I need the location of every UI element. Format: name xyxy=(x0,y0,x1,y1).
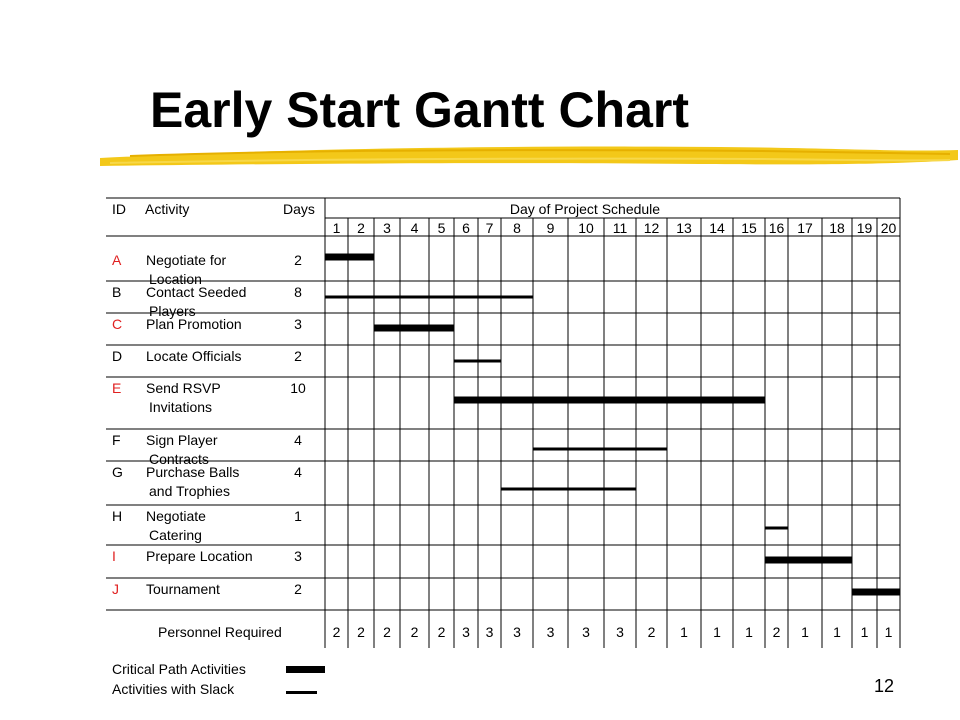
task-id: B xyxy=(112,284,122,300)
personnel-value: 2 xyxy=(647,624,656,640)
task-name: Contact Seeded xyxy=(146,284,247,300)
header-days: Days xyxy=(283,201,315,217)
legend-item-slack xyxy=(112,679,325,699)
personnel-value: 1 xyxy=(801,624,809,640)
gantt-headers xyxy=(112,201,660,217)
task-name: Locate Officials xyxy=(146,348,242,364)
task-name: Negotiate for xyxy=(146,252,227,268)
legend-label-slack: Activities with Slack xyxy=(112,681,235,697)
personnel-value: 2 xyxy=(410,624,419,640)
critical-bar xyxy=(374,325,454,332)
personnel-value: 2 xyxy=(772,624,781,640)
task-id: A xyxy=(112,252,122,268)
critical-bar xyxy=(325,254,374,261)
task-name: Purchase Balls xyxy=(146,464,240,480)
critical-bar xyxy=(454,397,765,404)
slide-title: Early Start Gantt Chart xyxy=(150,82,690,138)
slack-bar xyxy=(501,488,636,491)
task-name: Send RSVP xyxy=(146,380,221,396)
personnel-value: 1 xyxy=(833,624,841,640)
task-id: F xyxy=(112,432,121,448)
task-duration: 3 xyxy=(294,316,302,332)
personnel-value: 3 xyxy=(513,624,521,640)
day-number: 11 xyxy=(612,220,628,236)
task-name: Contracts xyxy=(149,451,209,467)
day-number: 10 xyxy=(578,220,594,236)
day-number: 9 xyxy=(546,220,555,236)
slack-bar xyxy=(454,360,501,363)
legend-label-critical: Critical Path Activities xyxy=(112,661,246,677)
task-row xyxy=(112,380,306,415)
day-number: 17 xyxy=(797,220,813,236)
task-row xyxy=(112,316,302,332)
personnel-value: 3 xyxy=(485,624,494,640)
personnel-value: 1 xyxy=(680,624,688,640)
task-name: Invitations xyxy=(149,399,213,415)
task-id: H xyxy=(112,508,123,524)
task-duration: 3 xyxy=(294,548,302,564)
day-number: 2 xyxy=(357,220,365,236)
task-id: G xyxy=(112,464,123,480)
personnel-value: 2 xyxy=(357,624,365,640)
legend xyxy=(112,659,325,699)
personnel-value: 3 xyxy=(462,624,470,640)
task-row xyxy=(112,252,302,287)
header-activity: Activity xyxy=(145,201,190,217)
personnel-value: 1 xyxy=(745,624,753,640)
day-number: 19 xyxy=(856,220,873,236)
personnel-row xyxy=(158,624,893,640)
task-duration: 4 xyxy=(294,464,302,480)
day-number: 5 xyxy=(437,220,446,236)
legend-item-critical xyxy=(112,659,325,679)
slack-bar xyxy=(325,296,533,299)
personnel-value: 1 xyxy=(713,624,721,640)
day-number: 8 xyxy=(513,220,521,236)
personnel-value: 2 xyxy=(383,624,391,640)
task-duration: 2 xyxy=(294,348,302,364)
day-number: 18 xyxy=(829,220,845,236)
page-number: 12 xyxy=(874,676,895,696)
slack-bar xyxy=(765,527,788,530)
personnel-value: 3 xyxy=(582,624,590,640)
header-schedule: Day of Project Schedule xyxy=(509,201,661,217)
task-duration: 10 xyxy=(290,380,306,396)
day-number: 3 xyxy=(383,220,391,236)
critical-bar xyxy=(765,557,852,564)
day-number: 7 xyxy=(485,220,494,236)
day-number: 12 xyxy=(643,220,660,236)
task-row xyxy=(112,284,302,319)
personnel-value: 3 xyxy=(616,624,624,640)
task-duration: 2 xyxy=(294,252,302,268)
task-name: Location xyxy=(149,271,202,287)
task-name: Plan Promotion xyxy=(146,316,242,332)
task-row xyxy=(112,548,302,564)
header-id: ID xyxy=(112,201,126,217)
day-number: 16 xyxy=(768,220,785,236)
task-name: Catering xyxy=(149,527,202,543)
day-numbers xyxy=(333,220,897,236)
personnel-value: 1 xyxy=(860,624,869,640)
day-number: 1 xyxy=(332,220,341,236)
task-id: D xyxy=(112,348,123,364)
task-name: Prepare Location xyxy=(146,548,253,564)
task-duration: 2 xyxy=(294,581,302,597)
task-id: I xyxy=(112,548,116,564)
task-row xyxy=(112,348,302,364)
task-duration: 4 xyxy=(294,432,302,448)
task-row xyxy=(112,464,302,499)
day-number: 20 xyxy=(880,220,897,236)
task-name: Tournament xyxy=(146,581,220,597)
task-id: E xyxy=(112,380,122,396)
day-number: 6 xyxy=(462,220,470,236)
day-number: 4 xyxy=(410,220,419,236)
day-number: 14 xyxy=(709,220,725,236)
task-name: Negotiate xyxy=(146,508,206,524)
task-duration: 8 xyxy=(294,284,302,300)
task-name: Sign Player xyxy=(146,432,218,448)
task-row xyxy=(112,432,302,467)
task-name: Players xyxy=(149,303,196,319)
day-number: 13 xyxy=(676,220,692,236)
task-bars xyxy=(325,254,900,596)
legend-swatch-critical xyxy=(286,666,325,673)
task-name: and Trophies xyxy=(149,483,230,499)
task-id: C xyxy=(112,316,123,332)
legend-swatch-slack xyxy=(286,691,317,694)
personnel-value: 2 xyxy=(437,624,446,640)
task-duration: 1 xyxy=(294,508,302,524)
task-id: J xyxy=(112,581,119,597)
personnel-label: Personnel Required xyxy=(158,624,282,640)
slack-bar xyxy=(533,448,667,451)
personnel-value: 3 xyxy=(546,624,555,640)
personnel-value: 1 xyxy=(884,624,893,640)
task-row xyxy=(112,581,302,597)
day-number: 15 xyxy=(741,220,757,236)
personnel-value: 2 xyxy=(332,624,341,640)
critical-bar xyxy=(852,589,900,596)
task-row xyxy=(112,508,302,543)
